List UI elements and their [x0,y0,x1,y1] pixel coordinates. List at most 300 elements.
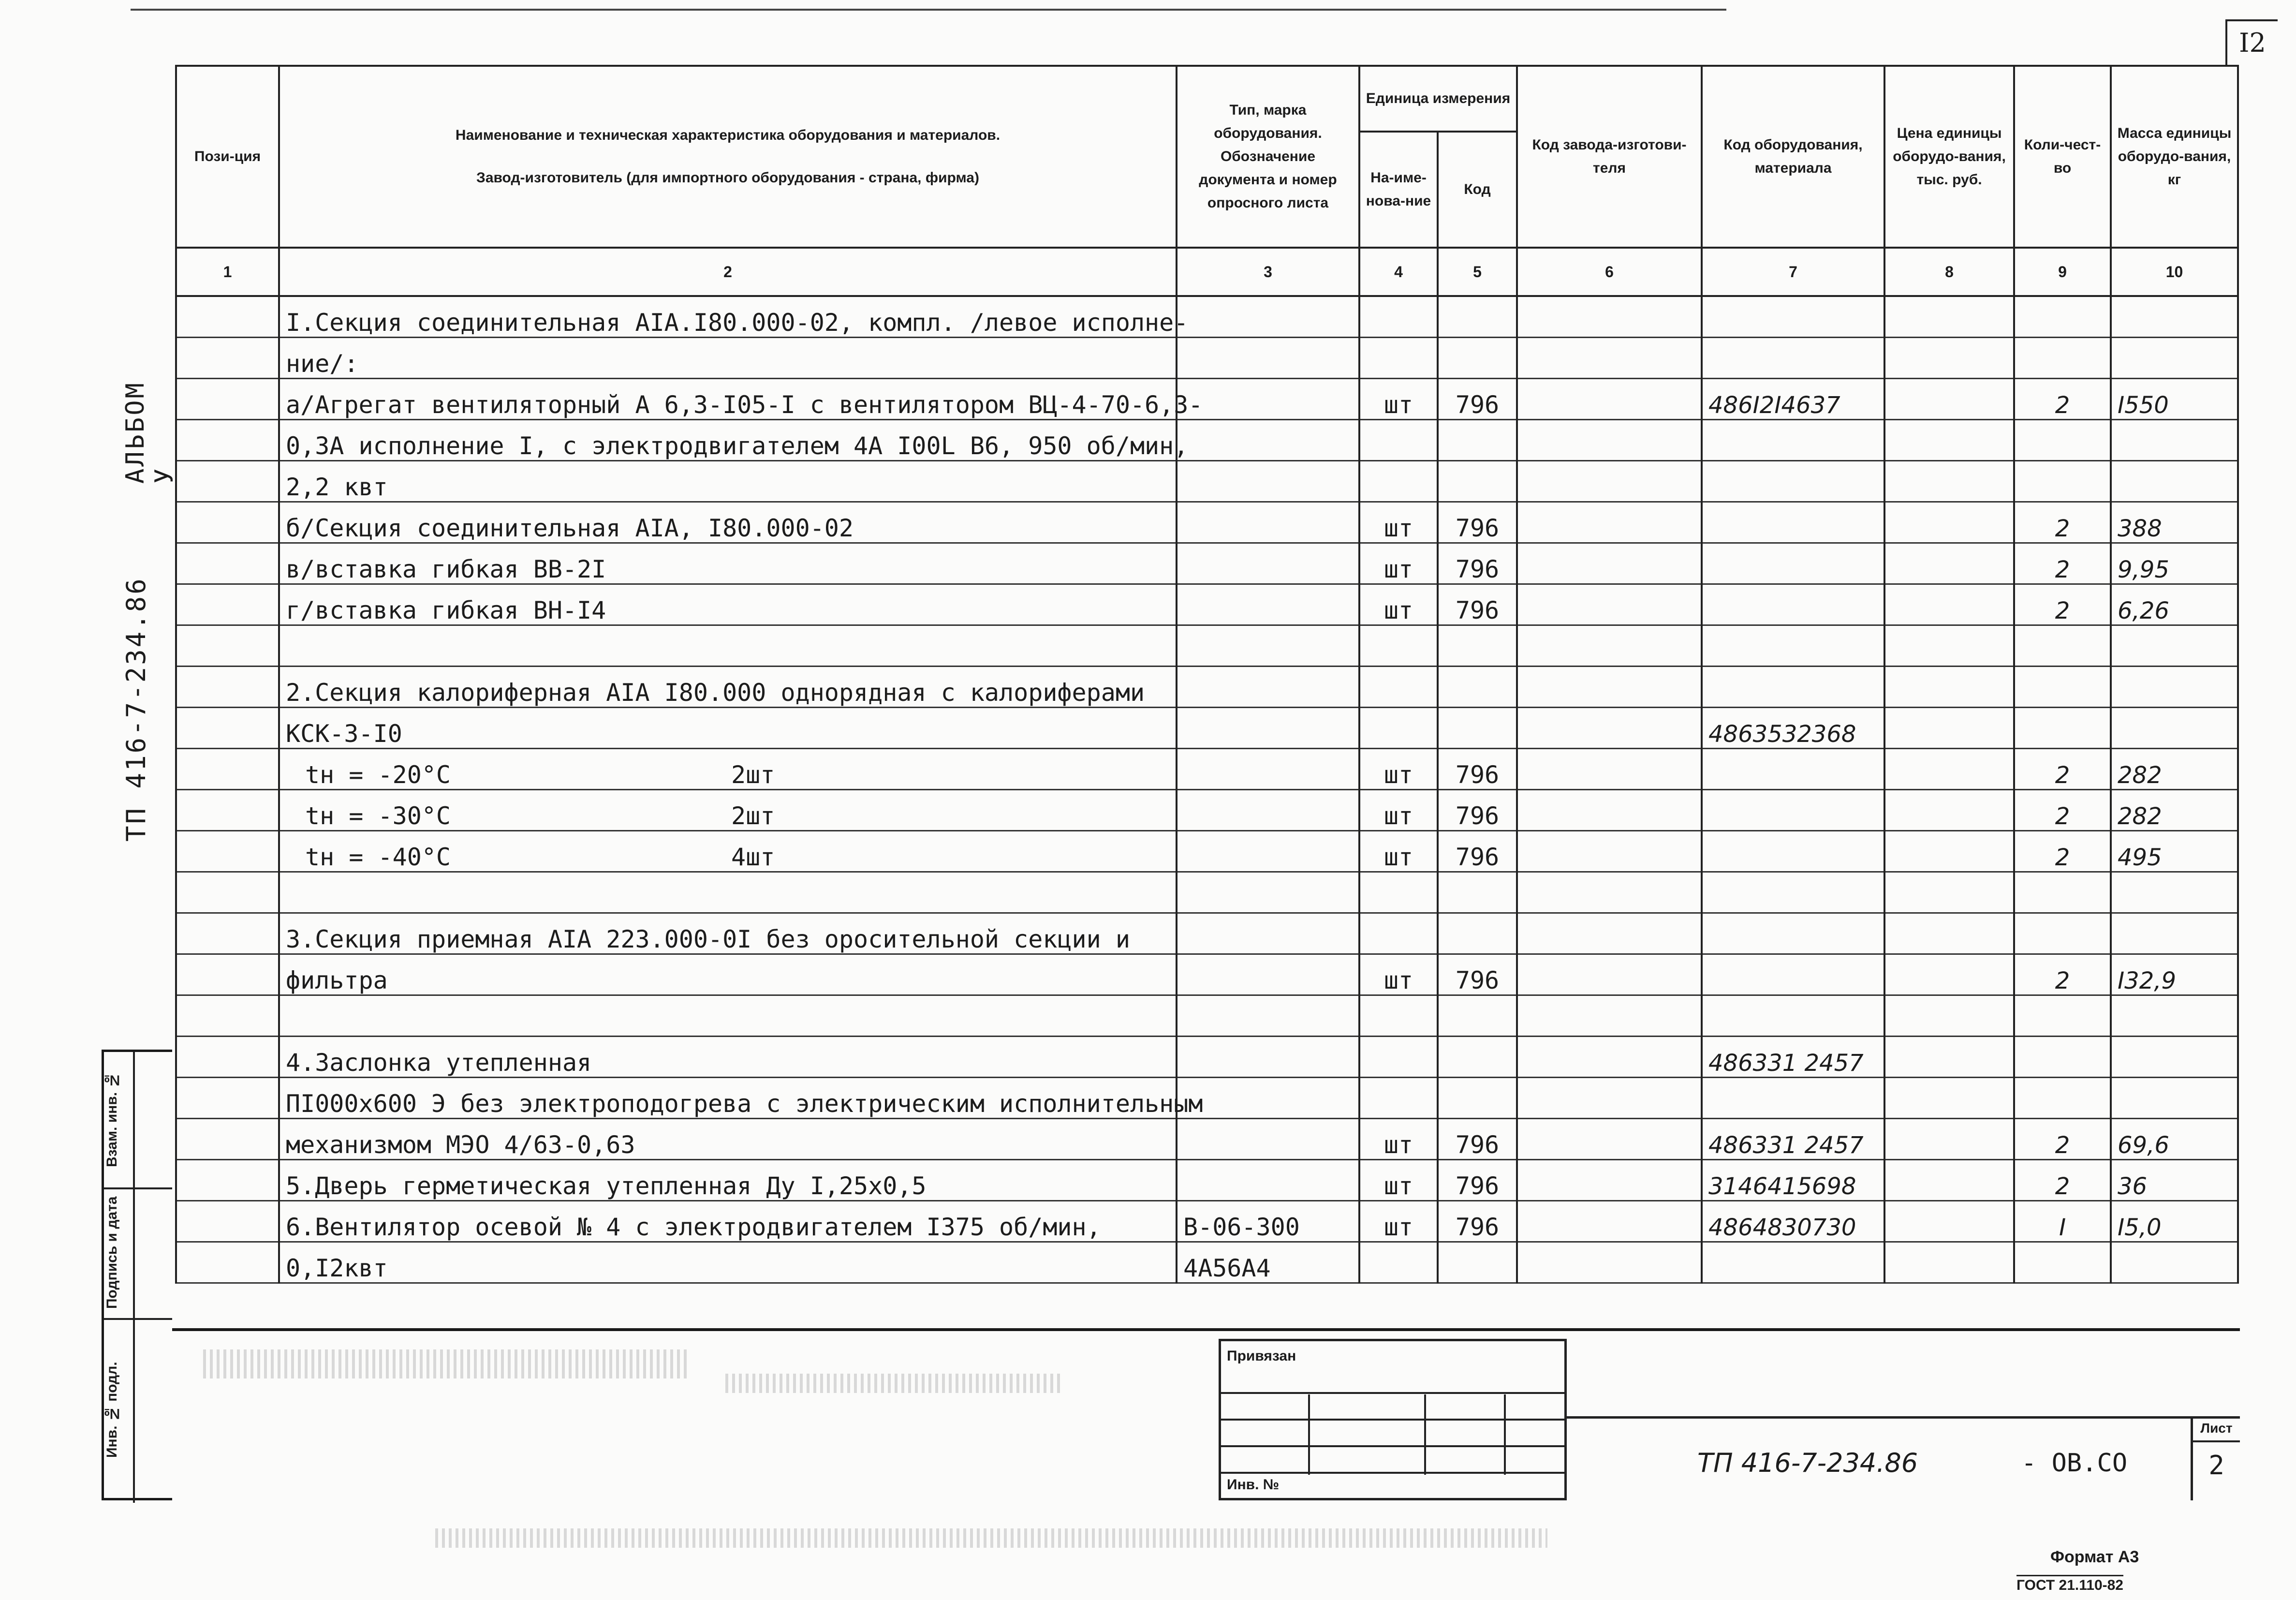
cell-factory [1517,1037,1702,1078]
cell-code: 796 [1438,749,1517,790]
cell-name-text: tн = -20°С [305,761,451,789]
cell-pos [176,584,279,625]
table-row [176,1078,2238,1119]
cell-code [1438,872,1517,913]
cell-factory [1517,708,1702,749]
cell-factory [1517,667,1702,708]
cell-code: 796 [1438,831,1517,872]
page-number: I2 [2225,19,2278,65]
cell-code [1438,296,1517,338]
cell-equip: 486331 2457 [1702,1119,1884,1160]
cell-factory [1517,1119,1702,1160]
header-price: Цена единицы оборудо-вания, тыс. руб. [1884,66,2014,248]
cell-mass [2111,1242,2238,1283]
column-number: 5 [1438,248,1517,296]
cell-unit [1359,872,1438,913]
stamp-row-line [1221,1445,1564,1447]
cell-qty [2014,995,2111,1037]
cell-type [1177,667,1359,708]
cell-unit [1359,461,1438,502]
cell-type [1177,420,1359,461]
stamp-col-line [1504,1394,1506,1475]
cell-pos [176,872,279,913]
table-row [176,708,2238,749]
cell-pos [176,831,279,872]
cell-code [1438,420,1517,461]
cell-name: 6.Вентилятор осевой № 4 с электродвигателем I375 об/мин, [279,1201,1177,1242]
cell-code: 796 [1438,543,1517,584]
cell-type [1177,379,1359,420]
cell-type [1177,625,1359,667]
header-factory-code: Код завода-изготови-теля [1517,66,1702,248]
cell-unit [1359,420,1438,461]
cell-qty [2014,913,2111,954]
cell-equip [1702,584,1884,625]
header-equipment-code: Код оборудования, материала [1702,66,1884,248]
cell-factory [1517,1078,1702,1119]
cell-type [1177,790,1359,831]
cell-qty: 2 [2014,749,2111,790]
cell-price [1884,420,2014,461]
stamp-col-line [1308,1394,1310,1475]
cell-pos [176,667,279,708]
cell-name [279,790,1177,831]
cell-qty: 2 [2014,379,2111,420]
column-number: 4 [1359,248,1438,296]
cell-pos [176,749,279,790]
cell-qty [2014,296,2111,338]
cell-type [1177,954,1359,995]
table-row [176,379,2238,420]
table-row [176,338,2238,379]
cell-type: В-06-300 [1177,1201,1359,1242]
cell-mass: 6,26 [2111,584,2238,625]
cell-name: г/вставка гибкая ВН-I4 [279,584,1177,625]
cell-price [1884,913,2014,954]
doc-code: ТП 416-7-234.86 [1697,1448,1918,1478]
cell-pos [176,420,279,461]
cell-name-text: tн = -40°С [305,843,451,871]
column-number: 7 [1702,248,1884,296]
cell-name: фильтра [279,954,1177,995]
cell-code: 796 [1438,790,1517,831]
cell-qty [2014,1037,2111,1078]
cell-factory [1517,502,1702,543]
cell-factory [1517,338,1702,379]
cell-price [1884,461,2014,502]
cell-price [1884,831,2014,872]
cell-code [1438,913,1517,954]
stamp-row-line [1221,1472,1564,1474]
cell-unit: шт [1359,584,1438,625]
cell-price [1884,543,2014,584]
cell-factory [1517,420,1702,461]
cell-price [1884,1078,2014,1119]
cell-equip [1702,831,1884,872]
cell-type [1177,995,1359,1037]
cell-type [1177,708,1359,749]
cell-factory [1517,790,1702,831]
cell-qty [2014,625,2111,667]
cell-qty: 2 [2014,954,2111,995]
cell-name: I.Секция соединительная AIA.I80.000-02, компл. /левое исполне- [279,296,1177,338]
cell-code [1438,461,1517,502]
cell-code [1438,667,1517,708]
cell-price [1884,995,2014,1037]
cell-type [1177,831,1359,872]
sidebar-label-signature: Подпись и дата [104,1196,120,1309]
cell-unit [1359,1037,1438,1078]
cell-factory [1517,461,1702,502]
cell-equip [1702,1078,1884,1119]
cell-type [1177,913,1359,954]
cell-unit [1359,1078,1438,1119]
cell-qty [2014,420,2111,461]
cell-mass: I32,9 [2111,954,2238,995]
cell-equip [1702,790,1884,831]
cell-qty: 2 [2014,502,2111,543]
cell-mass [2111,1078,2238,1119]
cell-code: 796 [1438,1160,1517,1201]
cell-pos [176,790,279,831]
cell-factory [1517,1160,1702,1201]
cell-mass [2111,667,2238,708]
cell-price [1884,1201,2014,1242]
cell-equip [1702,338,1884,379]
cell-name [279,995,1177,1037]
header-name-line2: Завод-изготовитель (для импортного оборудования - страна, фирма) [476,170,979,186]
cell-factory [1517,625,1702,667]
cell-pos [176,379,279,420]
table-row [176,461,2238,502]
cell-qty: 2 [2014,584,2111,625]
cell-factory [1517,872,1702,913]
cell-type [1177,749,1359,790]
cell-price [1884,667,2014,708]
cell-type [1177,543,1359,584]
cell-price [1884,1119,2014,1160]
cell-mass [2111,1037,2238,1078]
cell-qty [2014,1242,2111,1283]
cell-unit [1359,1242,1438,1283]
table-row [176,584,2238,625]
column-number: 2 [279,248,1177,296]
doc-section: - ОВ.СО [2021,1449,2128,1478]
table-row [176,749,2238,790]
album-title-vertical [121,358,179,484]
cell-mass: 69,6 [2111,1119,2238,1160]
cell-equip [1702,625,1884,667]
column-number: 1 [176,248,279,296]
cell-factory [1517,584,1702,625]
cell-code: 796 [1438,1119,1517,1160]
cell-mass: 282 [2111,749,2238,790]
cell-unit: шт [1359,790,1438,831]
cell-pos [176,543,279,584]
cell-mass: I5,0 [2111,1201,2238,1242]
cell-code: 796 [1438,379,1517,420]
cell-mass [2111,461,2238,502]
cell-mass: 495 [2111,831,2238,872]
cell-unit [1359,708,1438,749]
stamp-col-line [1424,1394,1426,1475]
cell-type [1177,584,1359,625]
cell-price [1884,1160,2014,1201]
cell-unit: шт [1359,1119,1438,1160]
cell-mass [2111,338,2238,379]
cell-type [1177,296,1359,338]
cell-pos [176,913,279,954]
cell-type: 4А56А4 [1177,1242,1359,1283]
cell-mass: 36 [2111,1160,2238,1201]
cell-factory [1517,296,1702,338]
cell-mass: 9,95 [2111,543,2238,584]
cell-qty [2014,461,2111,502]
column-numbers-row [176,248,2238,296]
stamp-inv-label: Инв. № [1227,1477,1280,1493]
cell-factory [1517,954,1702,995]
sheet-label: Лист [2193,1416,2240,1442]
stamp-linked-label: Привязан [1227,1348,1296,1364]
cell-mass: 388 [2111,502,2238,543]
cell-equip: 486331 2457 [1702,1037,1884,1078]
cell-pos [176,1119,279,1160]
cell-name: 0,I2квт [279,1242,1177,1283]
cell-pos [176,708,279,749]
cell-equip: 4864830730 [1702,1201,1884,1242]
cell-qty: 2 [2014,831,2111,872]
cell-code: 796 [1438,1201,1517,1242]
header-name-line1: Наименование и техническая характеристика оборудования и материалов. [455,127,1001,143]
cell-equip [1702,543,1884,584]
cell-equip: 4863532368 [1702,708,1884,749]
header-row [176,66,2238,132]
column-number: 6 [1517,248,1702,296]
table-row [176,954,2238,995]
sidebar-divider [104,1187,172,1189]
cell-type [1177,1037,1359,1078]
cell-price [1884,379,2014,420]
cell-pos [176,338,279,379]
table-row [176,831,2238,872]
column-number: 9 [2014,248,2111,296]
cell-code [1438,1242,1517,1283]
cell-mass [2111,913,2238,954]
cell-equip [1702,667,1884,708]
cell-pos [176,461,279,502]
cell-qty: 2 [2014,1119,2111,1160]
cell-name [279,831,1177,872]
cell-unit [1359,625,1438,667]
cell-unit [1359,913,1438,954]
cell-code [1438,995,1517,1037]
cell-unit [1359,667,1438,708]
sidebar-label-replacement: Взам. инв. № [104,1072,120,1168]
cell-unit [1359,995,1438,1037]
table-row [176,1119,2238,1160]
cell-type [1177,1078,1359,1119]
cell-name: в/вставка гибкая ВВ-2I [279,543,1177,584]
header-mass: Масса единицы оборудо-вания, кг [2111,66,2238,248]
cell-name: б/Секция соединительная AIA, I80.000-02 [279,502,1177,543]
drawing-code-vertical: ТП 416-7-234.86 [121,577,151,842]
cell-qty [2014,667,2111,708]
cell-equip [1702,420,1884,461]
sidebar-vline [133,1052,135,1503]
cell-equip: 486I2I4637 [1702,379,1884,420]
cell-extra-count: 2шт [731,802,775,830]
title-block [1567,1416,2240,1500]
cell-pos [176,954,279,995]
header-position: Пози-ция [176,66,279,248]
cell-code: 796 [1438,584,1517,625]
album-label-vertical [121,532,151,842]
cell-code [1438,338,1517,379]
header-unit-name: На-име-нова-ние [1359,132,1438,248]
cell-name [279,749,1177,790]
cell-equip [1702,502,1884,543]
cell-factory [1517,831,1702,872]
cell-mass [2111,296,2238,338]
table-row [176,296,2238,338]
cell-code [1438,708,1517,749]
sidebar-label-original-inv: Инв. № подл. [104,1362,120,1458]
header-name [279,66,1177,248]
table-row [176,913,2238,954]
cell-equip [1702,749,1884,790]
cell-equip [1702,995,1884,1037]
table-row [176,872,2238,913]
cell-pos [176,625,279,667]
cell-name [279,625,1177,667]
cell-unit: шт [1359,1160,1438,1201]
cell-type [1177,502,1359,543]
cell-price [1884,584,2014,625]
cell-extra-count: 2шт [731,761,775,789]
cell-unit: шт [1359,749,1438,790]
cell-price [1884,502,2014,543]
cell-price [1884,1037,2014,1078]
cell-pos [176,1242,279,1283]
cell-mass [2111,420,2238,461]
table-row [176,1037,2238,1078]
cell-name: а/Агрегат вентиляторный А 6,3-I05-I с вентилятором ВЦ-4-70-6,3- [279,379,1177,420]
cell-qty [2014,1078,2111,1119]
cell-name: 3.Секция приемная AIA 223.000-0I без оросительной секции и [279,913,1177,954]
approval-stamp [1219,1339,1567,1500]
cell-mass [2111,872,2238,913]
cell-pos [176,1078,279,1119]
gost-label: ГОСТ 21.110-82 [2016,1575,2123,1594]
cell-name: 0,3А исполнение I, с электродвигателем 4А I00L В6, 950 об/мин, [279,420,1177,461]
cell-name-text: tн = -30°С [305,802,451,830]
cell-factory [1517,1201,1702,1242]
cell-price [1884,749,2014,790]
cell-qty: I [2014,1201,2111,1242]
cell-name [279,872,1177,913]
cell-price [1884,296,2014,338]
cell-qty [2014,708,2111,749]
cell-unit: шт [1359,831,1438,872]
cell-code [1438,1037,1517,1078]
cell-qty: 2 [2014,790,2111,831]
cell-pos [176,1037,279,1078]
cell-equip [1702,1242,1884,1283]
table-row [176,420,2238,461]
cell-pos [176,1201,279,1242]
table-row [176,790,2238,831]
cell-pos [176,995,279,1037]
signature-sidebar [102,1050,172,1500]
cell-price [1884,1242,2014,1283]
column-number: 3 [1177,248,1359,296]
cell-pos [176,1160,279,1201]
cell-extra-count: 4шт [731,843,775,871]
cell-factory [1517,543,1702,584]
cell-type [1177,872,1359,913]
cell-qty: 2 [2014,1160,2111,1201]
sidebar-divider [104,1318,172,1320]
table-row [176,1242,2238,1283]
cell-unit: шт [1359,502,1438,543]
header-unit-code: Код [1438,132,1517,248]
cell-price [1884,790,2014,831]
cell-unit: шт [1359,954,1438,995]
cell-unit: шт [1359,379,1438,420]
cell-name: механизмом МЭО 4/63-0,63 [279,1119,1177,1160]
table-row [176,1160,2238,1201]
cell-price [1884,708,2014,749]
cell-factory [1517,749,1702,790]
cell-price [1884,954,2014,995]
cell-mass [2111,708,2238,749]
cell-unit [1359,338,1438,379]
stamp-row-line [1221,1419,1564,1421]
cell-name: 5.Дверь герметическая утепленная Ду I,25х0,5 [279,1160,1177,1201]
cell-pos [176,296,279,338]
cell-code: 796 [1438,954,1517,995]
specification-table [175,65,2239,1284]
scan-noise [725,1374,1064,1393]
cell-unit: шт [1359,543,1438,584]
cell-type [1177,338,1359,379]
table-row [176,502,2238,543]
footer-divider [172,1328,2240,1331]
cell-price [1884,872,2014,913]
format-label: Формат А3 [2050,1548,2139,1566]
cell-code [1438,625,1517,667]
table-row [176,543,2238,584]
cell-unit [1359,296,1438,338]
cell-equip [1702,461,1884,502]
cell-name: КСК-3-I0 [279,708,1177,749]
cell-factory [1517,913,1702,954]
cell-code [1438,1078,1517,1119]
cell-name: ние/: [279,338,1177,379]
sheet-number: 2 [2208,1450,2224,1481]
scan-noise [203,1349,687,1378]
scan-noise [435,1528,1547,1548]
cell-mass: 282 [2111,790,2238,831]
cell-name: ПI000х600 Э без электроподогрева с электрическим исполнительным [279,1078,1177,1119]
header-unit-group: Единица измерения [1359,66,1517,132]
header-quantity: Коли-чест-во [2014,66,2111,248]
cell-name: 2,2 квт [279,461,1177,502]
cell-code: 796 [1438,502,1517,543]
stamp-row-line [1221,1392,1564,1394]
cell-name: 4.Заслонка утепленная [279,1037,1177,1078]
cell-name: 2.Секция калориферная AIA I80.000 однорядная с калориферами [279,667,1177,708]
